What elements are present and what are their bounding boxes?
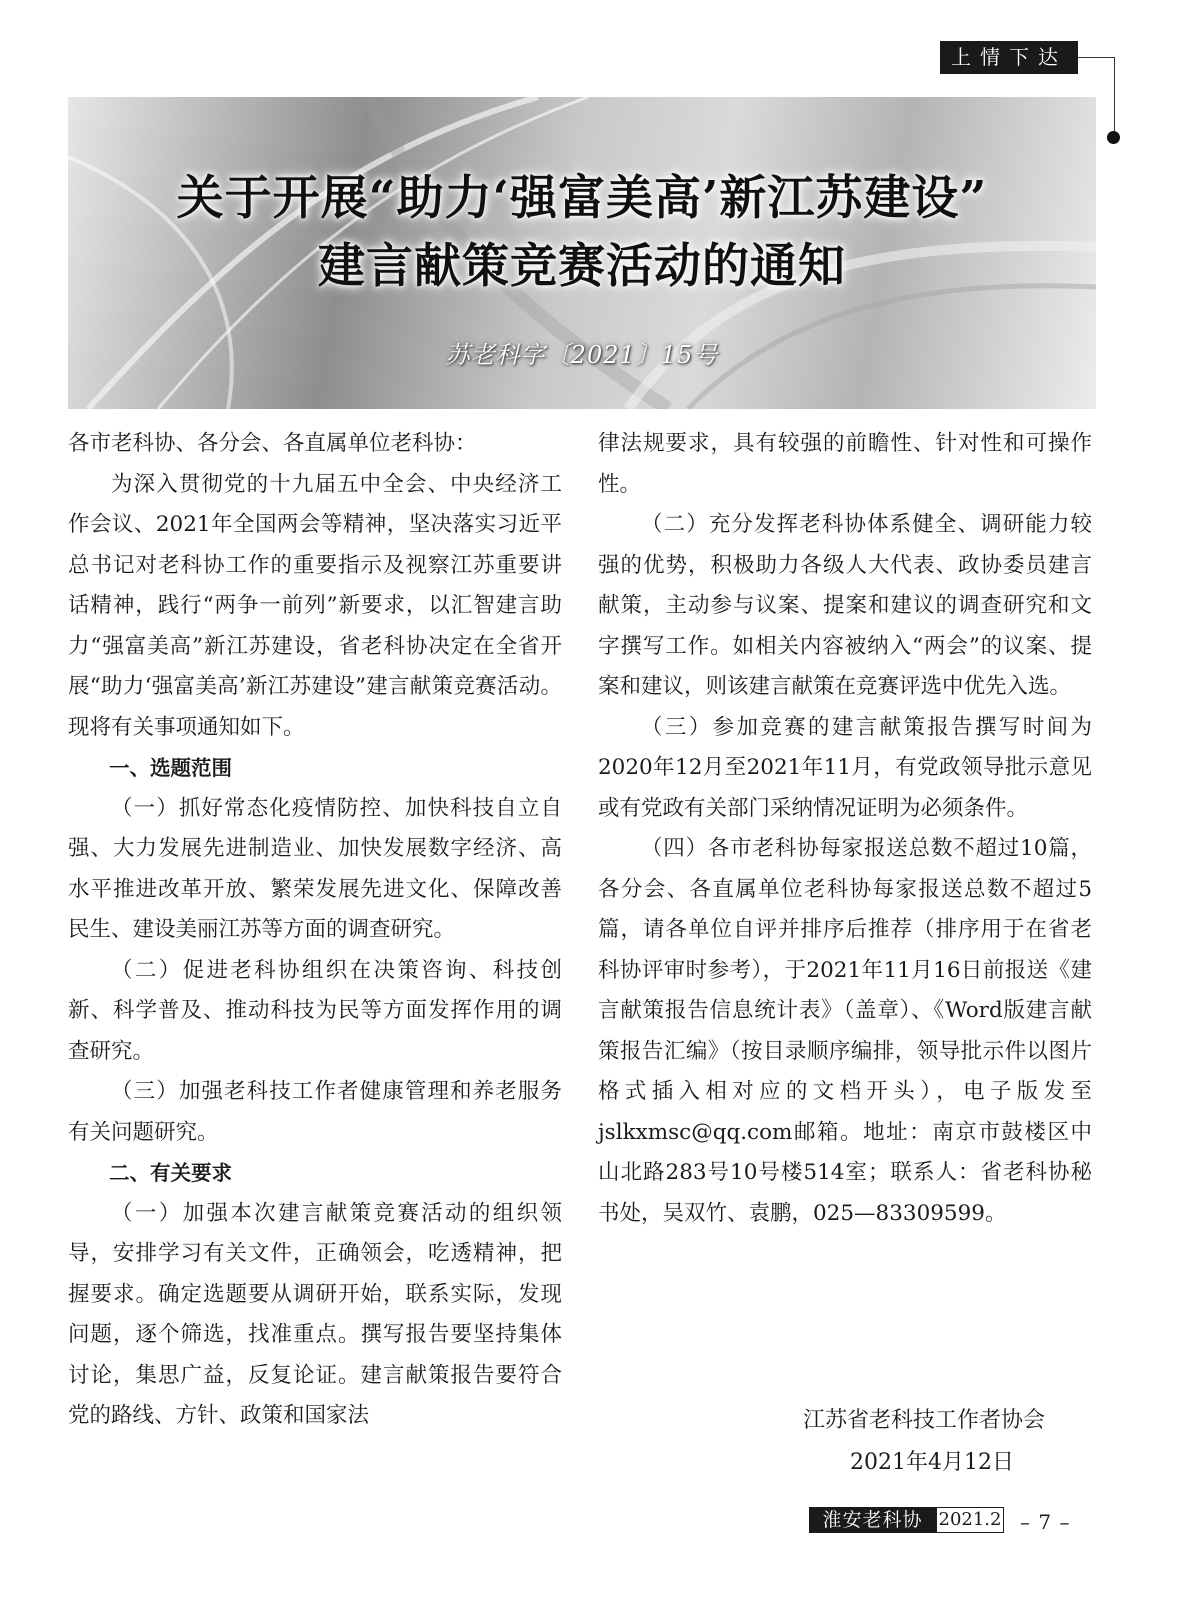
page-number: – 7 – <box>1020 1510 1071 1534</box>
section-tab: 上情下达 <box>940 41 1078 74</box>
paragraph: （三）参加竞赛的建言献策报告撰写时间为2020年12月至2021年11月，有党政领导批示意见或有党政有关部门采纳情况证明为必须条件。 <box>598 714 1092 821</box>
tab-dot-ornament <box>1107 131 1120 144</box>
paragraph: （一）加强本次建言献策竞赛活动的组织领导，安排学习有关文件，正确领会，吃透精神，把握要求。确定选题要从调研开始，联系实际，发现问题，逐个筛选，找准重点。撰写报告要坚持集体讨论，集思广益，反复论证。建言献策报告要符合党的路线、方针、政策和国家法 <box>68 1200 562 1428</box>
body-column-right <box>598 424 1092 1234</box>
issuing-organization: 江苏省老科技工作者协会 <box>803 1408 1046 1433</box>
title-banner <box>68 97 1096 409</box>
section-heading: 二、有关要求 <box>109 1161 232 1185</box>
paragraph: （二）充分发挥老科协体系健全、调研能力较强的优势，积极助力各级人大代表、政协委员建言献策，主动参与议案、提案和建议的调查研究和文字撰写工作。如相关内容被纳入“两会”的议案、提案和建议，则该建言献策在竞赛评选中优先入选。 <box>598 512 1092 699</box>
headline-line-2: 建言献策竞赛活动的通知 <box>318 239 846 294</box>
paragraph: 律法规要求，具有较强的前瞻性、针对性和可操作性。 <box>598 431 1092 497</box>
section-heading: 一、选题范围 <box>109 756 232 780</box>
tab-rule-vertical <box>1114 57 1115 136</box>
paragraph: （三）加强老科技工作者健康管理和养老服务有关问题研究。 <box>68 1079 562 1145</box>
issue-date: 2021年4月12日 <box>850 1450 1014 1475</box>
paragraph: 各市老科协、各分会、各直属单位老科协： <box>68 431 477 456</box>
paragraph: （一）抓好常态化疫情防控、加快科技自立自强、大力发展先进制造业、加快发展数字经济、高水平推进改革开放、繁荣发展先进文化、保障改善民生、建设美丽江苏等方面的调查研究。 <box>68 795 562 942</box>
paragraph: （二）促进老科协组织在决策咨询、科技创新、科学普及、推动科技为民等方面发挥作用的调查研究。 <box>68 957 562 1064</box>
document-number: 苏老科字〔2021〕15号 <box>445 341 719 369</box>
body-column-left <box>68 424 562 1437</box>
signature-block <box>598 1400 1092 1484</box>
footer-journal-name: 淮安老科协 <box>809 1507 936 1533</box>
paragraph: 为深入贯彻党的十九届五中全会、中央经济工作会议、2021年全国两会等精神，坚决落实习近平总书记对老科协工作的重要指示及视察江苏重要讲话精神，践行“两争一前列”新要求，以汇智建言助力“强富美高”新江苏建设，省老科协决定在全省开展“助力‘强富美高’新江苏建设”建言献策竞赛活动。现将有关事项通知如下。 <box>68 471 562 740</box>
paragraph: （四）各市老科协每家报送总数不超过10篇，各分会、各直属单位老科协每家报送总数不超过5篇，请各单位自评并排序后推荐（排序用于在省老科协评审时参考），于2021年11月16日前报送《建言献策报告信息统计表》（盖章）、《Word版建言献策报告汇编》（按目录顺序编排，领导批示件以图片格式插入相对应的文档开头），电子版发至jslkxmsc@qq.com邮箱。地址：南京市鼓楼区中山北路283号10号楼514室；联系人：省老科协秘书处，吴双竹、袁鹏，025—83309599。 <box>598 836 1092 1226</box>
tab-rule-horizontal <box>1078 57 1114 58</box>
headline-line-1: 关于开展“助力‘强富美高’新江苏建设” <box>176 171 988 226</box>
footer-issue-number: 2021.2 <box>936 1507 1004 1533</box>
